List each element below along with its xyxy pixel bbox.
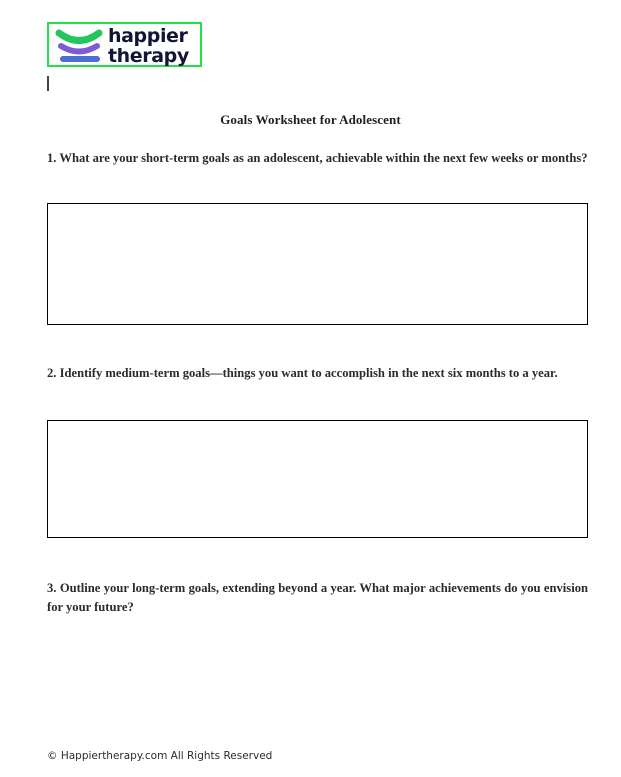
logo-word-therapy: therapy (108, 45, 189, 67)
logo-wordmark (108, 25, 203, 68)
question-2-answer-box[interactable] (47, 420, 588, 538)
question-2-text: 2. Identify medium-term goals—things you want to accomplish in the next six months to a year. (47, 366, 558, 380)
question-1-text: 1. What are your short-term goals as an adolescent, achievable within the next few weeks or months? (47, 151, 588, 165)
happier-therapy-logo (47, 22, 202, 67)
logo-word-happier: happier (108, 25, 188, 47)
question-3-text: 3. Outline your long-term goals, extending beyond a year. What major achievements do you envision for your future? (47, 581, 588, 614)
text-cursor-caret (47, 76, 49, 91)
page-title: Goals Worksheet for Adolescent (220, 112, 401, 127)
question-1-answer-box[interactable] (47, 203, 588, 325)
copyright-footer: © Happiertherapy.com All Rights Reserved (47, 750, 273, 762)
logo-waves-icon (55, 28, 107, 65)
